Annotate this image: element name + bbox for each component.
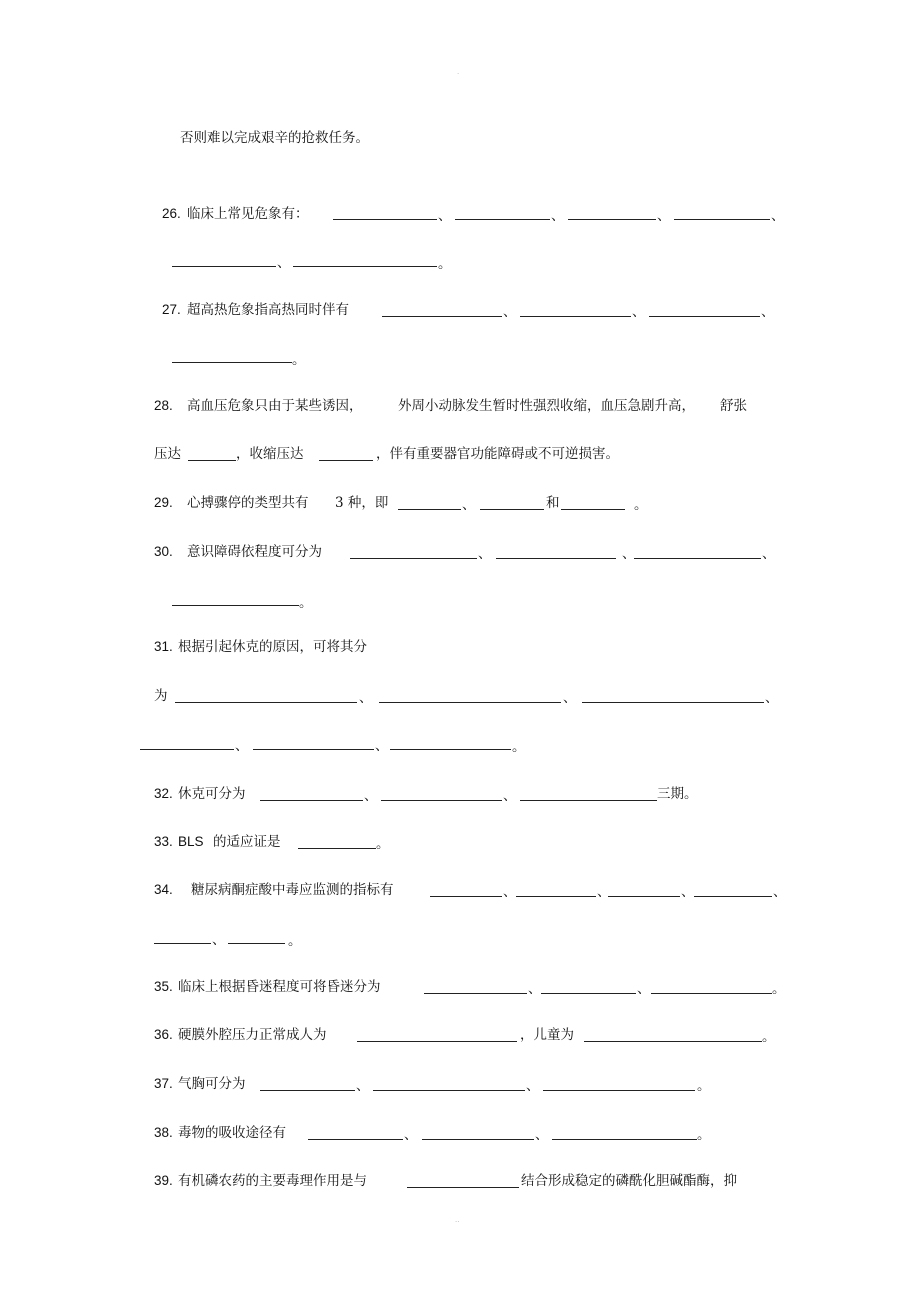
q30-blank-4[interactable] bbox=[172, 605, 299, 606]
header-mark: . bbox=[457, 68, 460, 76]
q36-text-2: ，儿童为 bbox=[520, 1027, 574, 1043]
q38-number: 38. bbox=[154, 1125, 173, 1140]
q31-sep-2: 、 bbox=[563, 690, 577, 706]
q34-sep-1: 、 bbox=[503, 884, 517, 900]
q29-number: 29. bbox=[154, 495, 173, 510]
q37-sep-2: 、 bbox=[526, 1078, 540, 1094]
q37-blank-1[interactable] bbox=[260, 1090, 355, 1091]
q36-end: 。 bbox=[762, 1029, 776, 1045]
q28-blank-diastolic[interactable] bbox=[188, 460, 236, 461]
q34-blank-1[interactable] bbox=[430, 896, 502, 897]
q35-blank-2[interactable] bbox=[541, 993, 636, 994]
q34-number: 34. bbox=[154, 882, 173, 897]
q26-blank-2[interactable] bbox=[455, 219, 550, 220]
q38-sep-2: 、 bbox=[535, 1127, 549, 1143]
q34-blank-5[interactable] bbox=[154, 943, 211, 944]
q26-sep-5: 、 bbox=[277, 255, 291, 271]
q33-number: 33. bbox=[154, 834, 173, 849]
q26-end: 。 bbox=[438, 256, 452, 272]
q26-blank-3[interactable] bbox=[568, 219, 656, 220]
q29-text-1: 心搏骤停的类型共有 bbox=[187, 495, 309, 511]
q31-blank-5[interactable] bbox=[253, 749, 374, 750]
q34-sep-2: 、 bbox=[597, 884, 611, 900]
q32-sep-1: 、 bbox=[364, 788, 378, 804]
q27-sep-2: 、 bbox=[632, 304, 646, 320]
q28-text-1: 高血压危象只由于某些诱因， bbox=[187, 398, 363, 414]
q29-blank-3[interactable] bbox=[561, 509, 625, 510]
q30-sep-2: 、 bbox=[622, 546, 636, 562]
q31-blank-1[interactable] bbox=[175, 702, 357, 703]
q26-sep-2: 、 bbox=[551, 208, 565, 224]
q31-text: 根据引起休克的原因，可将其分 bbox=[178, 639, 367, 655]
q37-end: 。 bbox=[697, 1078, 711, 1094]
q36-number: 36. bbox=[154, 1027, 173, 1042]
q28-text-6: ，伴有重要器官功能障碍或不可逆损害。 bbox=[376, 446, 619, 462]
q31-blank-4[interactable] bbox=[140, 749, 234, 750]
q28-text-3: 舒张 bbox=[720, 398, 747, 414]
q33-text: 的适应证是 bbox=[213, 834, 281, 850]
q30-blank-3[interactable] bbox=[634, 558, 761, 559]
q35-blank-3[interactable] bbox=[651, 993, 772, 994]
q34-blank-3[interactable] bbox=[608, 896, 680, 897]
q31-number: 31. bbox=[154, 639, 173, 654]
q38-blank-2[interactable] bbox=[422, 1139, 534, 1140]
intro-text: 否则难以完成艰辛的抢救任务。 bbox=[180, 130, 369, 146]
q32-blank-3[interactable] bbox=[520, 800, 657, 801]
q27-end: 。 bbox=[292, 352, 306, 368]
q38-sep-1: 、 bbox=[404, 1127, 418, 1143]
q31-sep-5: 、 bbox=[375, 738, 389, 754]
q28-text-4: 压达 bbox=[154, 446, 181, 462]
q26-blank-4[interactable] bbox=[674, 219, 770, 220]
q30-text: 意识障碍依程度可分为 bbox=[187, 544, 322, 560]
q39-blank[interactable] bbox=[407, 1187, 519, 1188]
q35-sep-1: 、 bbox=[528, 981, 542, 997]
q29-and: 和 bbox=[546, 495, 560, 511]
q29-end: 。 bbox=[634, 497, 648, 513]
q26-blank-1[interactable] bbox=[333, 219, 437, 220]
q34-sep-4: 、 bbox=[773, 884, 787, 900]
q32-end: 三期。 bbox=[657, 786, 698, 802]
q27-sep-3: 、 bbox=[761, 304, 775, 320]
q33-end: 。 bbox=[376, 836, 390, 852]
q34-text: 糖尿病酮症酸中毒应监测的指标有 bbox=[191, 882, 394, 898]
q37-blank-3[interactable] bbox=[543, 1090, 695, 1091]
q32-text: 休克可分为 bbox=[178, 786, 246, 802]
q34-end: 。 bbox=[288, 933, 302, 949]
q31-sep-1: 、 bbox=[359, 690, 373, 706]
q32-blank-1[interactable] bbox=[260, 800, 363, 801]
q27-number: 27. bbox=[162, 302, 181, 317]
q26-blank-5[interactable] bbox=[172, 266, 276, 267]
q26-blank-6[interactable] bbox=[293, 266, 437, 267]
q36-text: 硬膜外腔压力正常成人为 bbox=[178, 1027, 327, 1043]
q27-blank-1[interactable] bbox=[382, 316, 502, 317]
q37-blank-2[interactable] bbox=[373, 1090, 525, 1091]
q35-sep-2: 、 bbox=[637, 981, 651, 997]
q36-blank-child[interactable] bbox=[584, 1041, 762, 1042]
q39-text-2: 结合形成稳定的磷酰化胆碱酯酶，抑 bbox=[521, 1173, 737, 1189]
q33-blank[interactable] bbox=[298, 848, 376, 849]
q34-blank-4[interactable] bbox=[694, 896, 772, 897]
q37-text: 气胸可分为 bbox=[178, 1076, 246, 1092]
q39-text: 有机磷农药的主要毒理作用是与 bbox=[178, 1173, 367, 1189]
q33-abbr: BLS bbox=[178, 834, 204, 849]
q34-blank-6[interactable] bbox=[228, 943, 285, 944]
q26-number: 26. bbox=[162, 206, 181, 221]
q26-sep-3: 、 bbox=[657, 208, 671, 224]
q32-number: 32. bbox=[154, 786, 173, 801]
q38-end: 。 bbox=[697, 1127, 711, 1143]
q27-blank-2[interactable] bbox=[520, 316, 631, 317]
q27-blank-4[interactable] bbox=[172, 362, 292, 363]
q30-sep-3: 、 bbox=[762, 546, 776, 562]
q31-blank-2[interactable] bbox=[379, 702, 561, 703]
q28-text-5: ，收缩压达 bbox=[236, 446, 304, 462]
q34-sep-3: 、 bbox=[681, 884, 695, 900]
q29-blank-1[interactable] bbox=[398, 509, 461, 510]
q39-number: 39. bbox=[154, 1173, 173, 1188]
q29-sep-1: 、 bbox=[462, 497, 476, 513]
q35-blank-1[interactable] bbox=[424, 993, 527, 994]
q38-blank-1[interactable] bbox=[308, 1139, 403, 1140]
q31-blank-3[interactable] bbox=[582, 702, 764, 703]
q30-sep-1: 、 bbox=[478, 546, 492, 562]
q30-blank-1[interactable] bbox=[350, 558, 477, 559]
q36-blank-adult[interactable] bbox=[357, 1041, 517, 1042]
q27-sep-1: 、 bbox=[503, 304, 517, 320]
q31-sep-3: 、 bbox=[765, 690, 779, 706]
q29-text-2: 3 种，即 bbox=[335, 495, 389, 511]
q32-blank-2[interactable] bbox=[381, 800, 502, 801]
q31-sep-4: 、 bbox=[235, 738, 249, 754]
q30-number: 30. bbox=[154, 544, 173, 559]
q30-blank-2[interactable] bbox=[496, 558, 616, 559]
q26-sep-4: 、 bbox=[771, 208, 785, 224]
q27-blank-3[interactable] bbox=[649, 316, 760, 317]
q28-text-2: 外周小动脉发生暂时性强烈收缩，血压急剧升高， bbox=[398, 398, 695, 414]
q34-blank-2[interactable] bbox=[516, 896, 596, 897]
q32-sep-2: 、 bbox=[503, 788, 517, 804]
q29-blank-2[interactable] bbox=[480, 509, 544, 510]
q28-blank-systolic[interactable] bbox=[319, 460, 373, 461]
q31-end: 。 bbox=[512, 739, 526, 755]
q26-text: 临床上常见危象有： bbox=[187, 206, 309, 222]
q38-text: 毒物的吸收途径有 bbox=[178, 1125, 286, 1141]
q31-text-2: 为 bbox=[154, 688, 168, 704]
q30-end: 。 bbox=[299, 595, 313, 611]
footer-mark: .. bbox=[455, 1216, 460, 1224]
q34-sep-5: 、 bbox=[212, 932, 226, 948]
q28-number: 28. bbox=[154, 398, 173, 413]
q26-sep-1: 、 bbox=[438, 208, 452, 224]
q37-number: 37. bbox=[154, 1076, 173, 1091]
q27-text: 超高热危象指高热同时伴有 bbox=[187, 302, 349, 318]
q35-number: 35. bbox=[154, 979, 173, 994]
q35-text: 临床上根据昏迷程度可将昏迷分为 bbox=[178, 979, 381, 995]
q38-blank-3[interactable] bbox=[552, 1139, 697, 1140]
q37-sep-1: 、 bbox=[356, 1078, 370, 1094]
q35-end: 。 bbox=[772, 981, 786, 997]
q31-blank-6[interactable] bbox=[390, 749, 511, 750]
